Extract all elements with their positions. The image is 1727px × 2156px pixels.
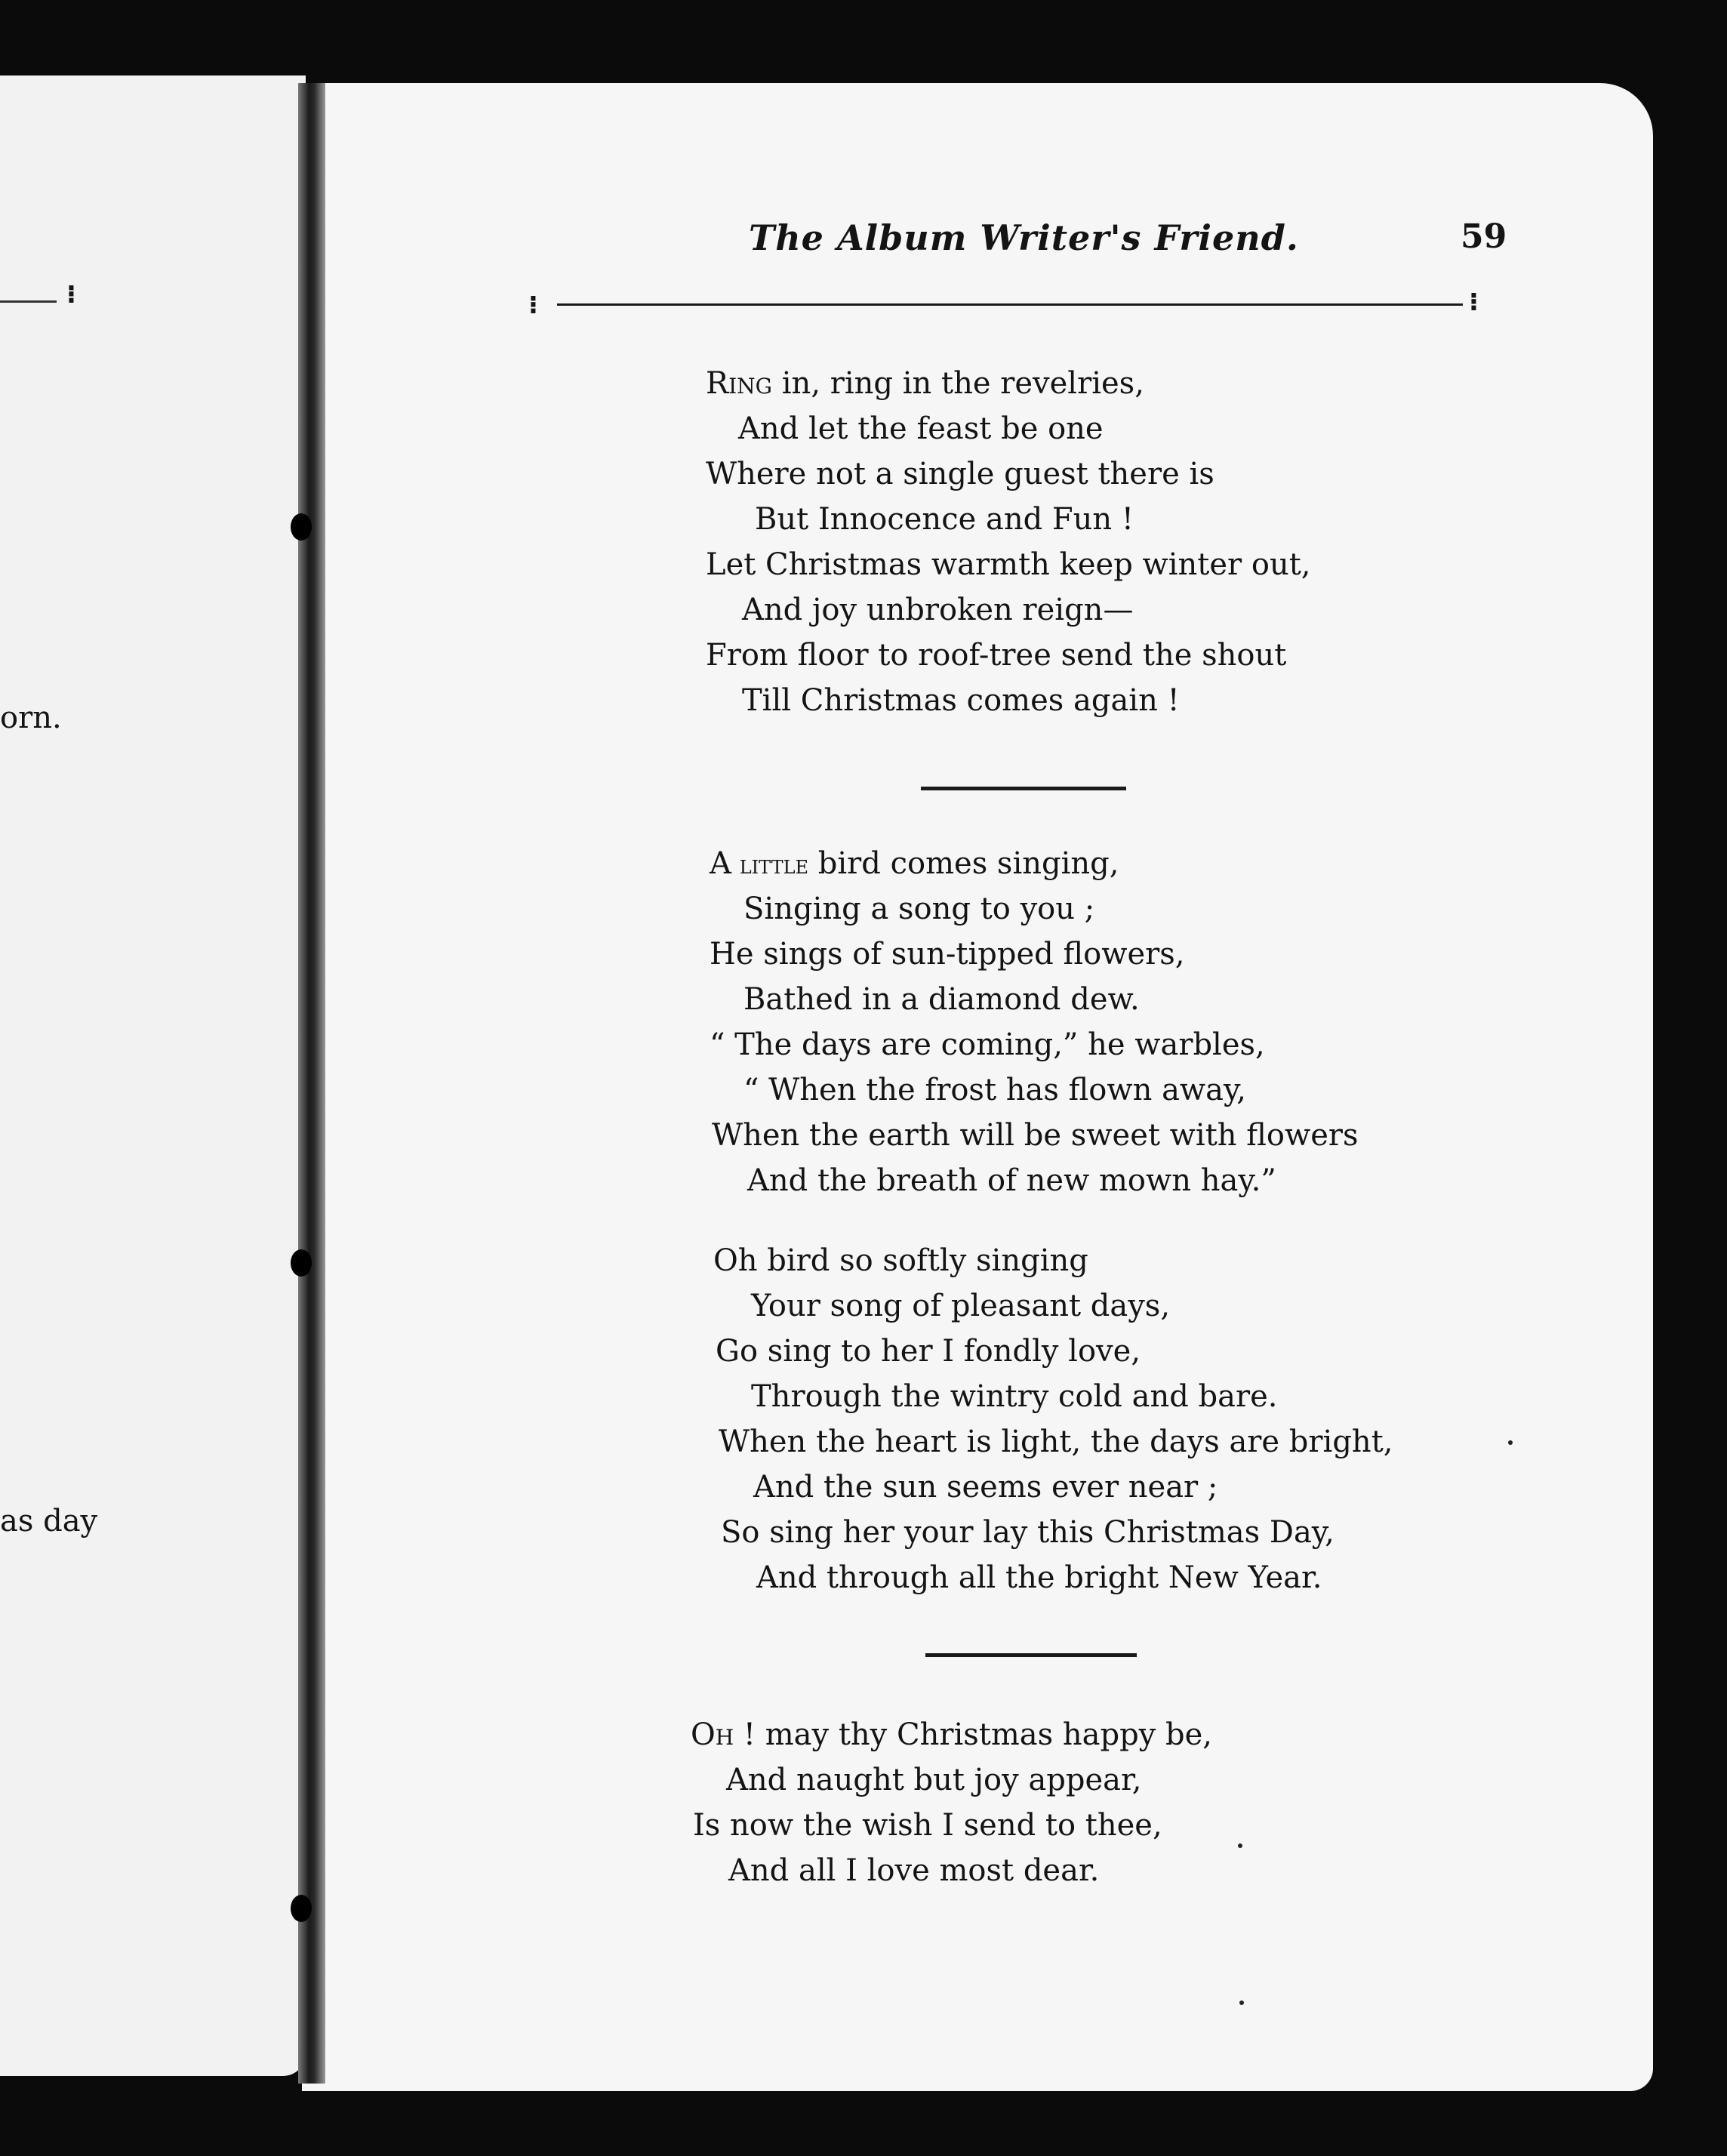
binding-stitch [291,1249,312,1277]
left-head-ornament: ⁝ [66,279,76,310]
paper-speck [1238,1843,1242,1848]
poem-line: Till Christmas comes again ! [742,683,1180,718]
poem-line: So sing her your lay this Christmas Day, [721,1515,1334,1550]
drop-word: Ring [706,366,773,401]
poem-line: And joy unbroken reign— [742,593,1134,627]
binding-stitch [291,513,312,541]
poem-line: And the breath of new mown hay.” [747,1163,1276,1198]
drop-word: A [710,846,731,881]
poem-line: And let the feast be one [738,411,1104,446]
poem-line: Oh ! may thy Christmas happy be, [691,1717,1212,1752]
poem-line: “ When the frost has flown away, [743,1073,1246,1107]
poem-line: Let Christmas warmth keep winter out, [706,547,1311,582]
poem-line: Bathed in a diamond dew. [743,982,1140,1017]
poem-line: Oh bird so softly singing [713,1243,1088,1278]
poem-line: Singing a song to you ; [743,892,1095,926]
poem-line: Your song of pleasant days, [751,1289,1171,1323]
poem-line: And all I love most dear. [728,1853,1100,1888]
poem-line: “ The days are coming,” he warbles, [710,1027,1265,1062]
paper-speck [1239,2000,1244,2005]
book-spine [298,83,325,2084]
drop-word: Oh [691,1717,734,1752]
poem-line: He sings of sun-tipped flowers, [710,937,1185,972]
poem-line: Through the wintry cold and bare. [751,1379,1278,1414]
poem-line: And the sun seems ever near ; [753,1470,1218,1505]
head-rule [557,303,1463,306]
poem-line: But Innocence and Fun ! [755,502,1134,537]
poem-line: Where not a single guest there is [706,457,1214,491]
left-head-rule [0,300,57,303]
running-head: The Album Writer's Friend. [749,217,1299,258]
head-ornament-right: ⁝ [1469,287,1479,317]
left-page-fragment: as day [0,1504,98,1538]
page-number: 59 [1461,217,1507,256]
section-divider [921,787,1126,790]
facing-page [0,75,306,2076]
poem-line: And through all the bright New Year. [756,1560,1322,1595]
poem-line: And naught but joy appear, [726,1763,1142,1797]
poem-line: Is now the wish I send to thee, [693,1808,1162,1843]
poem-line: When the earth will be sweet with flowers [712,1118,1359,1153]
poem-line: Ring in, ring in the revelries, [706,366,1144,401]
poem-line: Go sing to her I fondly love, [716,1334,1141,1369]
left-page-fragment: orn. [0,701,62,735]
paper-speck [1508,1440,1513,1445]
section-divider [925,1653,1137,1657]
poem-line: A little bird comes singing, [710,846,1119,881]
poem-line: From floor to roof-tree send the shout [706,638,1287,673]
binding-stitch [291,1895,312,1922]
head-ornament-left: ⁝ [528,290,538,320]
poem-line: When the heart is light, the days are bright, [719,1424,1393,1459]
